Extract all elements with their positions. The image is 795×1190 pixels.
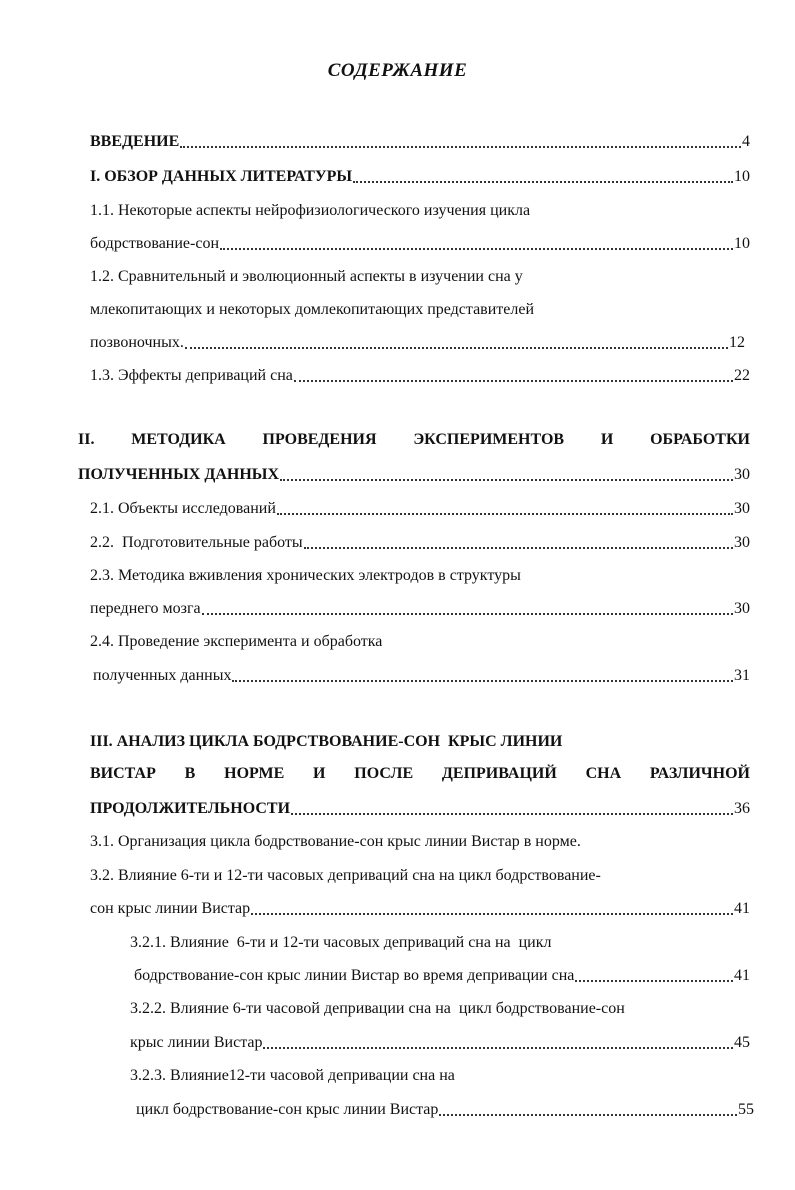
toc-leader <box>263 1046 733 1049</box>
toc-entry <box>90 730 750 752</box>
toc-entry <box>90 232 750 254</box>
toc-leader <box>277 512 733 515</box>
toc-leader <box>180 145 741 148</box>
toc-entry <box>90 130 750 152</box>
toc-entry <box>90 797 750 819</box>
toc-entry <box>90 497 750 519</box>
toc-page-number: 12 <box>729 334 745 351</box>
toc-entry-text: III. АНАЛИЗ ЦИКЛА БОДРСТВОВАНИЕ-СОН КРЫС ЛИНИИ <box>90 733 563 750</box>
toc-entry <box>130 997 750 1019</box>
toc-entry-text: 3.2.2. Влияние 6-ти часовой депривации сна на цикл бодрствование-сон <box>130 1000 625 1017</box>
toc-entry <box>90 830 750 852</box>
toc-entry-text: млекопитающих и некоторых домлекопитающих представителей <box>90 301 535 318</box>
toc-entry-text: 3.2.1. Влияние 6-ти и 12-ти часовых деприваций сна на цикл <box>130 934 552 951</box>
toc-entry-text: бодрствование-сон <box>90 235 220 252</box>
page-title: СОДЕРЖАНИЕ <box>327 60 468 81</box>
toc-page-number: 41 <box>734 900 750 917</box>
toc-entry <box>136 1098 754 1120</box>
toc-leader <box>220 247 733 250</box>
toc-entry-text: 1.1. Некоторые аспекты нейрофизиологического изучения цикла <box>90 202 531 219</box>
toc-entry <box>93 664 750 686</box>
toc-leader <box>185 346 728 349</box>
toc-leader <box>251 912 733 915</box>
toc-entry <box>90 564 750 586</box>
toc-entry-text: 2.4. Проведение эксперимента и обработка <box>90 633 383 650</box>
toc-entry <box>130 1064 750 1086</box>
toc-entry: II. МЕТОДИКА ПРОВЕДЕНИЯ ЭКСПЕРИМЕНТОВ И ОБРАБОТКИ <box>78 431 750 448</box>
toc-entry-text: 3.2.3. Влияние12-ти часовой депривации сна на <box>130 1067 455 1084</box>
toc-entry-text: 1.2. Сравнительный и эволюционный аспекты в изучении сна у <box>90 268 523 285</box>
toc-entry-text: ПРОДОЛЖИТЕЛЬНОСТИ <box>90 800 291 817</box>
toc-entry-text: сон крыс линии Вистар <box>90 900 251 917</box>
toc-page-number: 4 <box>742 133 750 150</box>
toc-leader <box>353 180 733 183</box>
toc-entry <box>90 630 750 652</box>
toc-entry <box>130 1031 750 1053</box>
toc-entry <box>90 265 750 287</box>
toc-entry-text: 1.3. Эффекты деприваций сна <box>90 367 293 384</box>
toc-entry <box>90 298 750 320</box>
toc-entry-text: 2.1. Объекты исследований <box>90 500 276 517</box>
toc-entry-text: 2.3. Методика вживления хронических электродов в структуры <box>90 567 521 584</box>
toc-entry <box>90 864 750 886</box>
toc-entry <box>90 531 750 553</box>
toc-page-number: 10 <box>734 168 750 185</box>
toc-page-number: 30 <box>734 534 750 551</box>
toc-entry <box>90 165 750 187</box>
toc-page-number: 41 <box>734 967 750 984</box>
toc-leader <box>304 546 733 549</box>
toc-entry-text: полученных данных <box>93 667 232 684</box>
toc-page-number: 31 <box>734 667 750 684</box>
toc-leader <box>294 379 733 382</box>
toc-entry <box>90 331 745 353</box>
toc-entry <box>90 897 750 919</box>
toc-page-number: 55 <box>738 1101 754 1118</box>
toc-entry-text: переднего мозга <box>90 600 201 617</box>
toc-page-number: 22 <box>734 367 750 384</box>
toc-entry-text: крыс линии Вистар <box>130 1034 263 1051</box>
toc-leader <box>291 812 733 815</box>
toc-entry-text: 3.1. Организация цикла бодрствование-сон крыс линии Вистар в норме. <box>90 833 581 850</box>
toc-entry <box>90 364 750 386</box>
toc-entry-text: цикл бодрствование-сон крыс линии Вистар <box>136 1101 439 1118</box>
toc-leader <box>439 1113 737 1116</box>
toc-entry <box>130 931 750 953</box>
toc-entry <box>90 199 750 221</box>
toc-leader <box>232 679 733 682</box>
toc-entry-text: I. ОБЗОР ДАННЫХ ЛИТЕРАТУРЫ <box>90 168 353 185</box>
toc-page-number: 45 <box>734 1034 750 1051</box>
toc-page-number: 36 <box>734 800 750 817</box>
toc-page-number: 30 <box>734 600 750 617</box>
toc-entry <box>78 463 750 485</box>
toc-entry-text: бодрствование-сон крыс линии Вистар во время депривации сна <box>134 967 575 984</box>
toc-entry <box>90 597 750 619</box>
toc-leader <box>202 612 733 615</box>
toc-leader <box>575 979 733 982</box>
toc-entry-text: 2.2. Подготовительные работы <box>90 534 303 551</box>
toc-entry: ВИСТАР В НОРМЕ И ПОСЛЕ ДЕПРИВАЦИЙ СНА РАЗЛИЧНОЙ <box>90 765 750 782</box>
toc-leader <box>280 478 733 481</box>
toc-entry-text: ПОЛУЧЕННЫХ ДАННЫХ <box>78 466 280 483</box>
toc-page-number: 30 <box>734 500 750 517</box>
toc-entry-text: позвоночных. <box>90 334 184 351</box>
toc-page-number: 30 <box>734 466 750 483</box>
toc-entry-text: 3.2. Влияние 6-ти и 12-ти часовых деприваций сна на цикл бодрствование- <box>90 867 601 884</box>
toc-entry <box>134 964 750 986</box>
toc-entry-text: ВВЕДЕНИЕ <box>90 133 180 150</box>
toc-page-number: 10 <box>734 235 750 252</box>
